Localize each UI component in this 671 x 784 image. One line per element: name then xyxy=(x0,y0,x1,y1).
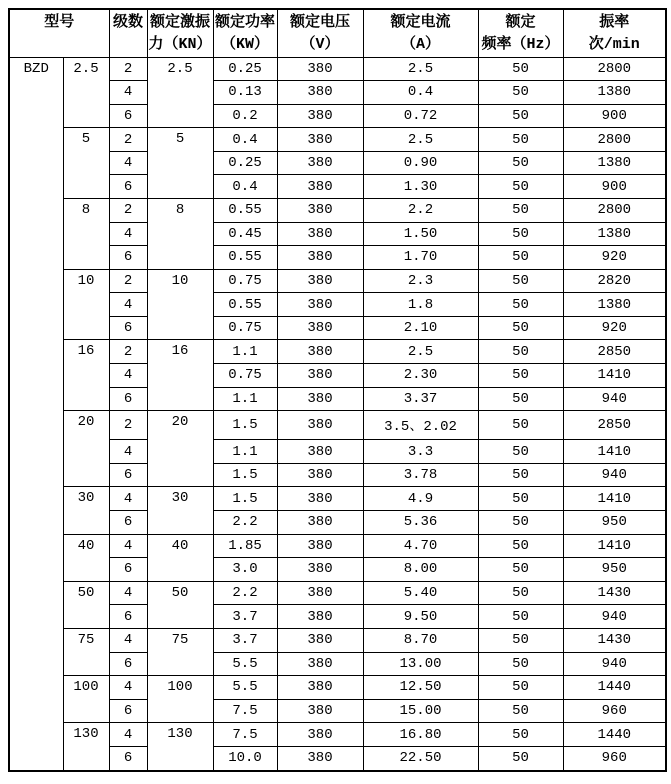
stages-cell: 6 xyxy=(109,746,147,771)
stages-cell: 2 xyxy=(109,411,147,440)
excitation-force-cell: 75 xyxy=(147,628,213,675)
rated-power-cell: 0.55 xyxy=(213,293,277,317)
table-row xyxy=(9,128,666,152)
model-cell: 30 xyxy=(63,487,109,534)
vibration-rate-cell: 1380 xyxy=(563,151,666,175)
table-header xyxy=(9,9,666,57)
rated-voltage-cell: 380 xyxy=(277,128,363,152)
header-rated-voltage-line2: （V） xyxy=(300,36,340,53)
rated-current-cell: 15.00 xyxy=(363,699,478,723)
table-row xyxy=(9,723,666,747)
model-cell: 50 xyxy=(63,581,109,628)
rated-current-cell: 0.4 xyxy=(363,81,478,105)
rated-current-cell: 22.50 xyxy=(363,746,478,771)
vibration-rate-cell: 2800 xyxy=(563,57,666,81)
rated-voltage-cell: 380 xyxy=(277,175,363,199)
model-cell: 5 xyxy=(63,128,109,199)
vibration-rate-cell: 1440 xyxy=(563,723,666,747)
table-row xyxy=(9,340,666,364)
rated-power-cell: 0.4 xyxy=(213,175,277,199)
rated-current-cell: 1.8 xyxy=(363,293,478,317)
excitation-force-cell: 20 xyxy=(147,411,213,487)
header-rated-frequency xyxy=(478,9,563,57)
stages-cell: 6 xyxy=(109,652,147,676)
rated-current-cell: 2.30 xyxy=(363,364,478,388)
stages-cell: 4 xyxy=(109,440,147,464)
vibration-rate-cell: 920 xyxy=(563,316,666,340)
rated-frequency-cell: 50 xyxy=(478,652,563,676)
stages-cell: 2 xyxy=(109,57,147,81)
rated-frequency-cell: 50 xyxy=(478,699,563,723)
stages-cell: 6 xyxy=(109,316,147,340)
rated-voltage-cell: 380 xyxy=(277,411,363,440)
vibration-rate-cell: 920 xyxy=(563,246,666,270)
rated-power-cell: 2.2 xyxy=(213,511,277,535)
rated-frequency-cell: 50 xyxy=(478,222,563,246)
rated-frequency-cell: 50 xyxy=(478,558,563,582)
rated-power-cell: 3.7 xyxy=(213,605,277,629)
header-vibration-rate-line1: 振率 xyxy=(599,14,630,31)
rated-power-cell: 1.1 xyxy=(213,440,277,464)
rated-current-cell: 2.5 xyxy=(363,340,478,364)
rated-frequency-cell: 50 xyxy=(478,676,563,700)
rated-current-cell: 3.78 xyxy=(363,463,478,487)
vibration-rate-cell: 1380 xyxy=(563,293,666,317)
rated-power-cell: 2.2 xyxy=(213,581,277,605)
rated-voltage-cell: 380 xyxy=(277,316,363,340)
model-cell: 130 xyxy=(63,723,109,771)
stages-cell: 4 xyxy=(109,487,147,511)
rated-power-cell: 7.5 xyxy=(213,723,277,747)
vibration-rate-cell: 1440 xyxy=(563,676,666,700)
rated-power-cell: 1.85 xyxy=(213,534,277,558)
stages-cell: 4 xyxy=(109,81,147,105)
rated-current-cell: 0.90 xyxy=(363,151,478,175)
stages-cell: 6 xyxy=(109,558,147,582)
vibration-rate-cell: 1430 xyxy=(563,628,666,652)
rated-power-cell: 5.5 xyxy=(213,676,277,700)
rated-frequency-cell: 50 xyxy=(478,387,563,411)
table-row xyxy=(9,581,666,605)
header-excitation-force-line1: 额定激振 xyxy=(150,14,211,31)
rated-current-cell: 2.3 xyxy=(363,269,478,293)
table-row xyxy=(9,269,666,293)
rated-frequency-cell: 50 xyxy=(478,581,563,605)
vibration-rate-cell: 2850 xyxy=(563,411,666,440)
rated-power-cell: 3.0 xyxy=(213,558,277,582)
rated-frequency-cell: 50 xyxy=(478,81,563,105)
table-body xyxy=(9,57,666,771)
model-cell: 16 xyxy=(63,340,109,411)
rated-voltage-cell: 380 xyxy=(277,746,363,771)
table-row xyxy=(9,487,666,511)
vibration-rate-cell: 960 xyxy=(563,699,666,723)
stages-cell: 2 xyxy=(109,198,147,222)
rated-frequency-cell: 50 xyxy=(478,511,563,535)
rated-voltage-cell: 380 xyxy=(277,151,363,175)
vibration-rate-cell: 1410 xyxy=(563,487,666,511)
stages-cell: 4 xyxy=(109,723,147,747)
rated-voltage-cell: 380 xyxy=(277,676,363,700)
rated-current-cell: 5.40 xyxy=(363,581,478,605)
excitation-force-cell: 5 xyxy=(147,128,213,199)
table-row xyxy=(9,57,666,81)
brand-cell: BZD xyxy=(9,57,63,771)
rated-frequency-cell: 50 xyxy=(478,246,563,270)
rated-current-cell: 5.36 xyxy=(363,511,478,535)
stages-cell: 6 xyxy=(109,175,147,199)
model-cell: 20 xyxy=(63,411,109,487)
stages-cell: 6 xyxy=(109,387,147,411)
header-rated-power-line1: 额定功率 xyxy=(215,14,276,31)
vibration-rate-cell: 940 xyxy=(563,463,666,487)
stages-cell: 4 xyxy=(109,364,147,388)
rated-voltage-cell: 380 xyxy=(277,628,363,652)
excitation-force-cell: 10 xyxy=(147,269,213,340)
vibration-rate-cell: 900 xyxy=(563,104,666,128)
vibration-rate-cell: 960 xyxy=(563,746,666,771)
header-rated-current-line2: （A） xyxy=(401,36,441,53)
header-stages xyxy=(109,9,147,57)
header-stages-line1: 级数 xyxy=(113,14,144,31)
spec-table-container xyxy=(8,8,667,772)
rated-current-cell: 1.30 xyxy=(363,175,478,199)
rated-current-cell: 0.72 xyxy=(363,104,478,128)
vibration-rate-cell: 940 xyxy=(563,387,666,411)
rated-voltage-cell: 380 xyxy=(277,440,363,464)
stages-cell: 6 xyxy=(109,246,147,270)
stages-cell: 2 xyxy=(109,340,147,364)
header-rated-power-line2: （KW） xyxy=(221,36,270,53)
header-model-line1: 型号 xyxy=(44,14,75,31)
stages-cell: 6 xyxy=(109,463,147,487)
rated-frequency-cell: 50 xyxy=(478,463,563,487)
rated-current-cell: 2.5 xyxy=(363,128,478,152)
vibration-rate-cell: 1410 xyxy=(563,534,666,558)
excitation-force-cell: 50 xyxy=(147,581,213,628)
rated-voltage-cell: 380 xyxy=(277,558,363,582)
vibration-rate-cell: 2800 xyxy=(563,128,666,152)
rated-power-cell: 0.75 xyxy=(213,364,277,388)
rated-frequency-cell: 50 xyxy=(478,534,563,558)
rated-current-cell: 1.50 xyxy=(363,222,478,246)
rated-frequency-cell: 50 xyxy=(478,104,563,128)
rated-voltage-cell: 380 xyxy=(277,198,363,222)
rated-frequency-cell: 50 xyxy=(478,628,563,652)
stages-cell: 4 xyxy=(109,222,147,246)
rated-voltage-cell: 380 xyxy=(277,652,363,676)
rated-current-cell: 1.70 xyxy=(363,246,478,270)
vibration-rate-cell: 1410 xyxy=(563,364,666,388)
stages-cell: 4 xyxy=(109,581,147,605)
excitation-force-cell: 16 xyxy=(147,340,213,411)
stages-cell: 2 xyxy=(109,128,147,152)
rated-voltage-cell: 380 xyxy=(277,104,363,128)
rated-power-cell: 1.1 xyxy=(213,340,277,364)
rated-power-cell: 0.75 xyxy=(213,269,277,293)
header-rated-frequency-line2: 频率（Hz） xyxy=(481,36,560,53)
rated-current-cell: 3.3 xyxy=(363,440,478,464)
rated-power-cell: 7.5 xyxy=(213,699,277,723)
model-cell: 10 xyxy=(63,269,109,340)
rated-frequency-cell: 50 xyxy=(478,364,563,388)
rated-power-cell: 0.25 xyxy=(213,151,277,175)
rated-power-cell: 1.5 xyxy=(213,411,277,440)
rated-power-cell: 1.1 xyxy=(213,387,277,411)
stages-cell: 6 xyxy=(109,511,147,535)
table-row xyxy=(9,198,666,222)
header-model-line2 xyxy=(10,34,109,56)
vibration-rate-cell: 950 xyxy=(563,558,666,582)
vibration-rate-cell: 2820 xyxy=(563,269,666,293)
rated-frequency-cell: 50 xyxy=(478,175,563,199)
rated-power-cell: 0.75 xyxy=(213,316,277,340)
rated-power-cell: 0.25 xyxy=(213,57,277,81)
excitation-force-cell: 2.5 xyxy=(147,57,213,128)
rated-power-cell: 0.13 xyxy=(213,81,277,105)
stages-cell: 4 xyxy=(109,151,147,175)
rated-current-cell: 2.10 xyxy=(363,316,478,340)
excitation-force-cell: 100 xyxy=(147,676,213,723)
rated-current-cell: 2.2 xyxy=(363,198,478,222)
rated-voltage-cell: 380 xyxy=(277,723,363,747)
header-rated-current xyxy=(363,9,478,57)
excitation-force-cell: 130 xyxy=(147,723,213,771)
stages-cell: 4 xyxy=(109,534,147,558)
vibration-rate-cell: 1380 xyxy=(563,81,666,105)
rated-voltage-cell: 380 xyxy=(277,511,363,535)
rated-voltage-cell: 380 xyxy=(277,534,363,558)
stages-cell: 4 xyxy=(109,676,147,700)
rated-frequency-cell: 50 xyxy=(478,605,563,629)
model-cell: 75 xyxy=(63,628,109,675)
rated-current-cell: 13.00 xyxy=(363,652,478,676)
model-cell: 8 xyxy=(63,198,109,269)
model-cell: 40 xyxy=(63,534,109,581)
model-cell: 2.5 xyxy=(63,57,109,128)
rated-power-cell: 0.55 xyxy=(213,198,277,222)
rated-current-cell: 8.70 xyxy=(363,628,478,652)
rated-power-cell: 0.45 xyxy=(213,222,277,246)
rated-current-cell: 3.5、2.02 xyxy=(363,411,478,440)
rated-current-cell: 2.5 xyxy=(363,57,478,81)
header-rated-power xyxy=(213,9,277,57)
vibration-rate-cell: 950 xyxy=(563,511,666,535)
stages-cell: 2 xyxy=(109,269,147,293)
rated-voltage-cell: 380 xyxy=(277,340,363,364)
rated-frequency-cell: 50 xyxy=(478,269,563,293)
rated-power-cell: 0.4 xyxy=(213,128,277,152)
rated-power-cell: 5.5 xyxy=(213,652,277,676)
model-cell: 100 xyxy=(63,676,109,723)
rated-voltage-cell: 380 xyxy=(277,81,363,105)
rated-voltage-cell: 380 xyxy=(277,222,363,246)
rated-power-cell: 0.55 xyxy=(213,246,277,270)
rated-power-cell: 3.7 xyxy=(213,628,277,652)
vibration-rate-cell: 1410 xyxy=(563,440,666,464)
excitation-force-cell: 40 xyxy=(147,534,213,581)
rated-frequency-cell: 50 xyxy=(478,723,563,747)
rated-frequency-cell: 50 xyxy=(478,198,563,222)
rated-voltage-cell: 380 xyxy=(277,581,363,605)
header-rated-voltage-line1: 额定电压 xyxy=(290,14,351,31)
vibration-rate-cell: 940 xyxy=(563,652,666,676)
vibration-rate-cell: 1380 xyxy=(563,222,666,246)
rated-voltage-cell: 380 xyxy=(277,293,363,317)
rated-frequency-cell: 50 xyxy=(478,151,563,175)
rated-frequency-cell: 50 xyxy=(478,128,563,152)
rated-power-cell: 10.0 xyxy=(213,746,277,771)
excitation-force-cell: 8 xyxy=(147,198,213,269)
rated-voltage-cell: 380 xyxy=(277,699,363,723)
rated-current-cell: 16.80 xyxy=(363,723,478,747)
header-excitation-force xyxy=(147,9,213,57)
header-rated-frequency-line1: 额定 xyxy=(505,14,536,31)
header-rated-voltage xyxy=(277,9,363,57)
rated-voltage-cell: 380 xyxy=(277,387,363,411)
header-vibration-rate-line2: 次/min xyxy=(588,36,640,53)
table-row xyxy=(9,676,666,700)
rated-voltage-cell: 380 xyxy=(277,487,363,511)
vibration-rate-cell: 900 xyxy=(563,175,666,199)
header-stages-line2 xyxy=(110,34,147,56)
rated-frequency-cell: 50 xyxy=(478,57,563,81)
rated-current-cell: 12.50 xyxy=(363,676,478,700)
rated-voltage-cell: 380 xyxy=(277,269,363,293)
rated-frequency-cell: 50 xyxy=(478,316,563,340)
rated-voltage-cell: 380 xyxy=(277,605,363,629)
rated-voltage-cell: 380 xyxy=(277,364,363,388)
rated-voltage-cell: 380 xyxy=(277,246,363,270)
rated-frequency-cell: 50 xyxy=(478,293,563,317)
rated-current-cell: 4.70 xyxy=(363,534,478,558)
table-row xyxy=(9,411,666,440)
header-vibration-rate xyxy=(563,9,666,57)
vibration-rate-cell: 2800 xyxy=(563,198,666,222)
stages-cell: 4 xyxy=(109,293,147,317)
stages-cell: 6 xyxy=(109,699,147,723)
vibration-rate-cell: 1430 xyxy=(563,581,666,605)
rated-frequency-cell: 50 xyxy=(478,746,563,771)
table-row xyxy=(9,628,666,652)
rated-voltage-cell: 380 xyxy=(277,57,363,81)
rated-power-cell: 1.5 xyxy=(213,487,277,511)
rated-frequency-cell: 50 xyxy=(478,440,563,464)
table-row xyxy=(9,534,666,558)
rated-power-cell: 1.5 xyxy=(213,463,277,487)
rated-frequency-cell: 50 xyxy=(478,340,563,364)
rated-frequency-cell: 50 xyxy=(478,411,563,440)
rated-current-cell: 3.37 xyxy=(363,387,478,411)
rated-current-cell: 4.9 xyxy=(363,487,478,511)
excitation-force-cell: 30 xyxy=(147,487,213,534)
rated-voltage-cell: 380 xyxy=(277,463,363,487)
rated-frequency-cell: 50 xyxy=(478,487,563,511)
rated-current-cell: 9.50 xyxy=(363,605,478,629)
rated-power-cell: 0.2 xyxy=(213,104,277,128)
stages-cell: 6 xyxy=(109,104,147,128)
stages-cell: 6 xyxy=(109,605,147,629)
stages-cell: 4 xyxy=(109,628,147,652)
rated-current-cell: 8.00 xyxy=(363,558,478,582)
spec-table xyxy=(8,8,667,772)
header-rated-current-line1: 额定电流 xyxy=(390,14,451,31)
header-excitation-force-line2: 力（KN） xyxy=(148,36,212,53)
header-model xyxy=(9,9,109,57)
header-row xyxy=(9,9,666,57)
vibration-rate-cell: 2850 xyxy=(563,340,666,364)
vibration-rate-cell: 940 xyxy=(563,605,666,629)
